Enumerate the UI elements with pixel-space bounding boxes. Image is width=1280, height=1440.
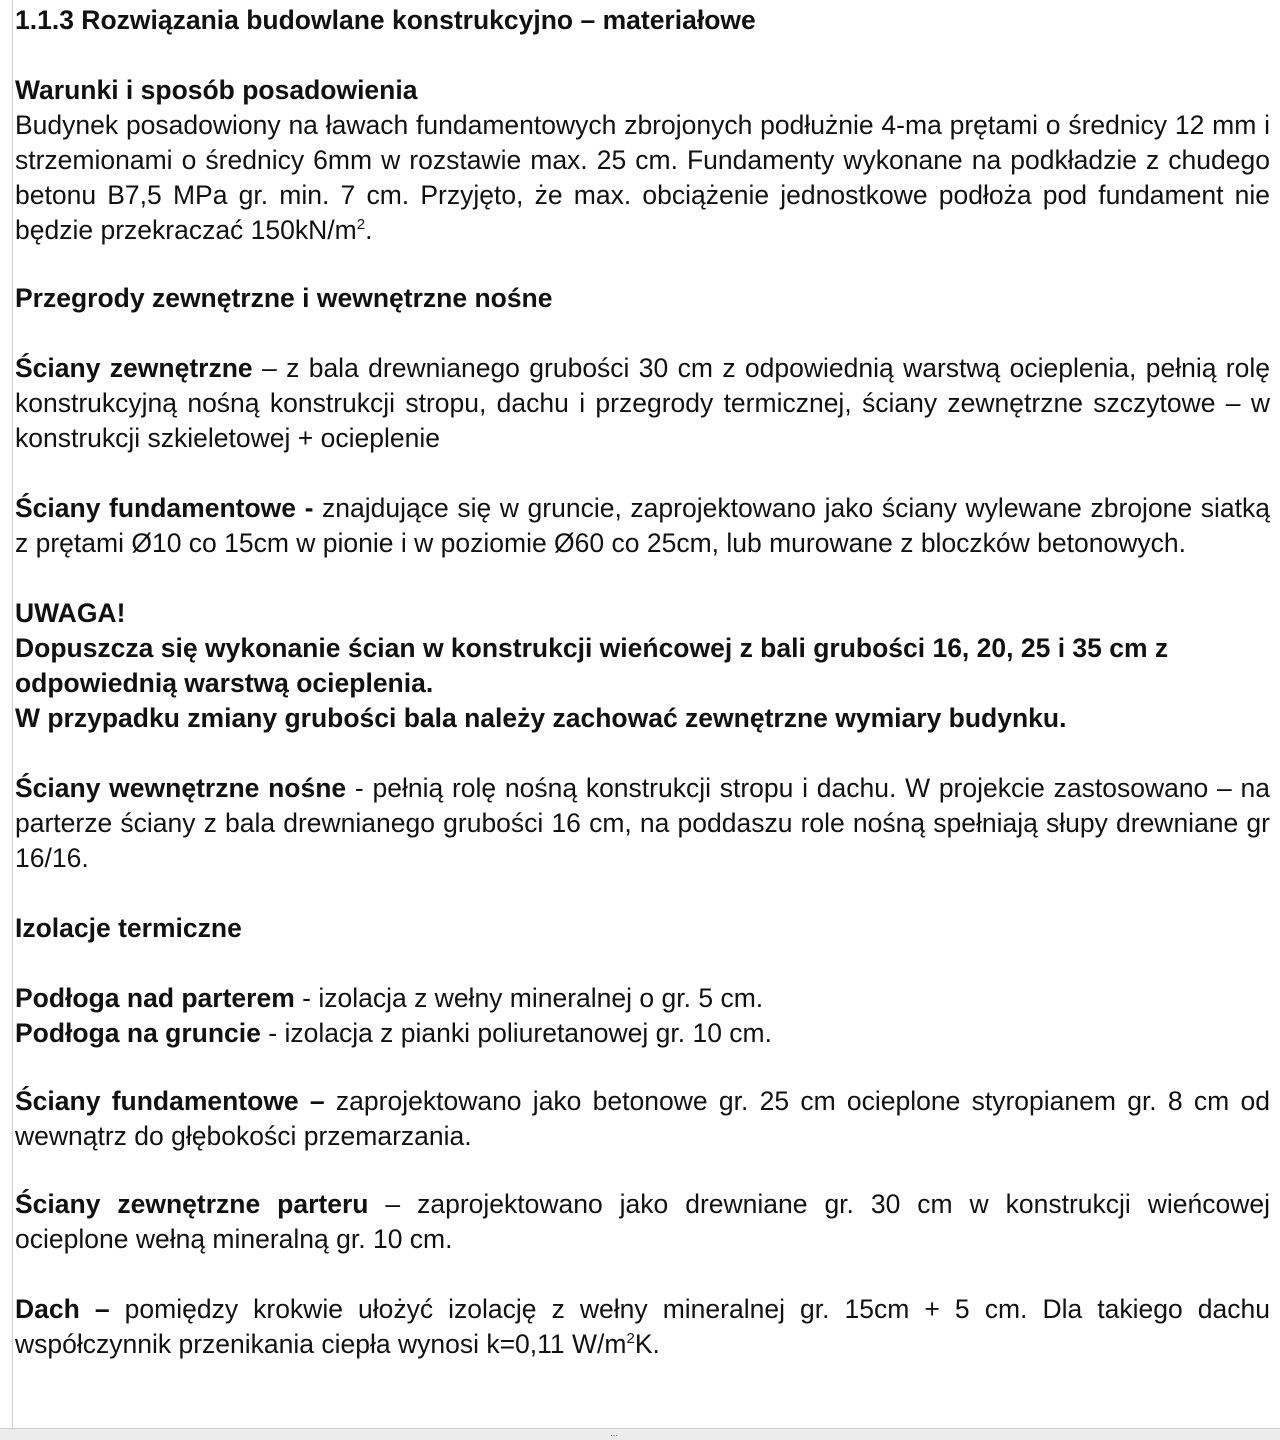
resize-grip-icon[interactable]: ⋯ — [610, 1431, 619, 1440]
warning-line-2: W przypadku zmiany grubości bala należy zachować zewnętrzne wymiary budynku. — [15, 703, 1067, 733]
paragraph-foundation-walls: Ściany fundamentowe - znajdujące się w gruncie, zaprojektowano jako ściany wylewane zbrojone siatką z prętami Ø10 co 15cm w pionie i w poziomie Ø60 co 25cm, lub murowane z bloczków betonowych. — [15, 493, 1270, 558]
page-left-edge — [12, 0, 13, 1428]
paragraph-internal-walls: Ściany wewnętrzne nośne - pełnią rolę nośną konstrukcji stropu i dachu. W projekcie zastosowano – na parterze ściany z bala drewnianego grubości 16 cm, na poddaszu role nośną spełniają słupy drewniane gr 16/16. — [15, 773, 1270, 873]
warning-label: UWAGA! — [15, 598, 126, 628]
paragraph-floor-ground-level: Podłoga nad parterem - izolacja z wełny mineralnej o gr. 5 cm. — [15, 983, 764, 1013]
document-body — [15, 3, 1270, 1362]
paragraph-external-walls-insulation: Ściany zewnętrzne parteru – zaprojektowano jako drewniane gr. 30 cm w konstrukcji wieńcowej ocieplone wełną mineralną gr. 10 cm. — [15, 1189, 1270, 1254]
paragraph-foundation-walls-insulation: Ściany fundamentowe – zaprojektowano jako betonowe gr. 25 cm ocieplone styropianem gr. 8 cm od wewnątrz do głębokości przemarzania. — [15, 1086, 1270, 1151]
paragraph-roof: Dach – pomiędzy krokwie ułożyć izolację z wełny mineralnej gr. 15cm + 5 cm. Dla takiego dachu współczynnik przenikania ciepła wynosi k=0,11 $W/m^2K$. — [15, 1294, 1270, 1359]
warning-line-1: Dopuszcza się wykonanie ścian w konstrukcji wieńcowej z bali grubości 16, 20, 25 i 35 cm z odpowiednią warstwą ocieplenia. — [15, 633, 1169, 698]
bottom-resize-bar[interactable] — [0, 1428, 1280, 1440]
subheading-walls: Przegrody zewnętrzne i wewnętrzne nośne — [15, 283, 553, 313]
subheading-foundation: Warunki i sposób posadowienia — [15, 75, 418, 105]
subheading-insulation: Izolacje termiczne — [15, 913, 242, 943]
section-heading: 1.1.3 Rozwiązania budowlane konstrukcyjno – materiałowe — [15, 5, 756, 35]
warning-note — [15, 596, 1270, 736]
paragraph-external-walls: Ściany zewnętrzne – z bala drewnianego grubości 30 cm z odpowiednią warstwą ocieplenia, pełnią rolę konstrukcyjną nośną konstrukcji stropu, dachu i przegrody termicznej, ściany zewnętrzne szczytowe – w konstrukcji szkieletowej + ocieplenie — [15, 353, 1270, 453]
paragraph-foundation: Budynek posadowiony na ławach fundamentowych zbrojonych podłużnie 4-ma prętami o średnicy 12 mm i strzemionami o średnicy 6mm w rozstawie max. 25 cm. Fundamenty wykonane na podkładzie z chudego betonu B7,5 MPa gr. min. 7 cm. Przyjęto, że max. obciążenie jednostkowe podłoża pod fundament nie będzie przekraczać $150kN/m^2$. — [15, 110, 1270, 245]
paragraph-floor-on-ground: Podłoga na gruncie - izolacja z pianki poliuretanowej gr. 10 cm. — [15, 1018, 772, 1048]
